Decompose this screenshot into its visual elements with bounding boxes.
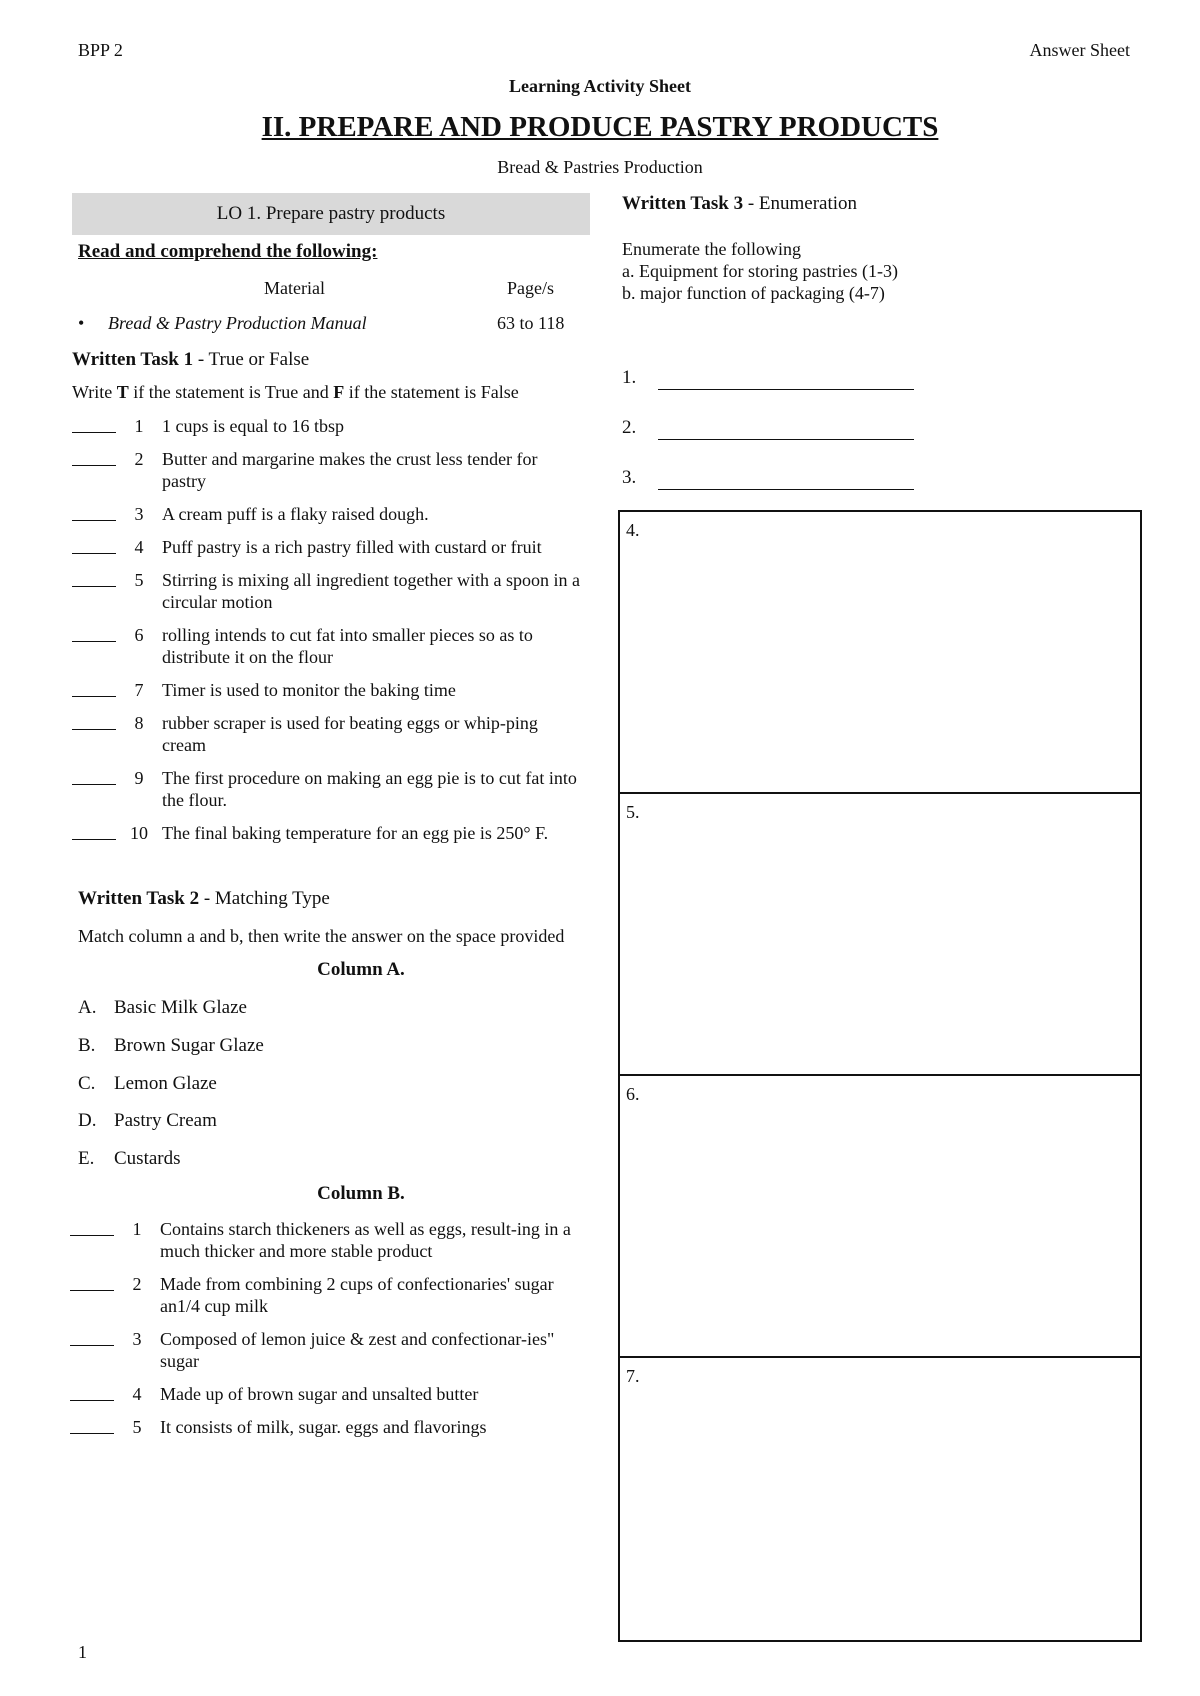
enumeration-answer-boxes	[618, 510, 1142, 1642]
column-a-item	[78, 1035, 590, 1058]
bullet-icon: •	[78, 313, 85, 334]
tf-question	[72, 536, 590, 558]
column-b-title: Column B.	[317, 1182, 405, 1204]
enumeration-answer-line	[622, 364, 1142, 390]
written-task-2-type: - Matching Type	[199, 888, 330, 910]
written-task-3-instruction	[622, 238, 1142, 304]
question-text: The first procedure on making an egg pie is to cut fat into the flour.	[162, 768, 577, 811]
answer-box[interactable]	[620, 1358, 1140, 1640]
materials-col-pages: Page/s	[507, 277, 554, 298]
written-task-1-instruction	[72, 382, 590, 404]
answer-line[interactable]	[658, 470, 914, 490]
left-column	[72, 193, 590, 1449]
matching-question	[70, 1416, 590, 1438]
written-task-3-label: Written Task 3	[622, 193, 744, 214]
learning-outcome-banner: LO 1. Prepare pastry products	[72, 193, 590, 235]
answer-blank[interactable]	[72, 679, 116, 697]
written-task-3-type: - Enumeration	[743, 193, 858, 214]
written-task-2-instruction: Match column a and b, then write the answer on the space provided	[78, 926, 565, 947]
column-a-item	[78, 997, 590, 1020]
answer-blank[interactable]	[70, 1273, 114, 1291]
item-letter: D.	[78, 1110, 97, 1132]
instr-part-a: Write	[72, 381, 117, 402]
header-course-code: BPP 2	[78, 40, 123, 60]
instr-part-c: if the statement is False	[344, 381, 519, 402]
box-number: 6.	[626, 1084, 640, 1104]
matching-question	[70, 1273, 590, 1317]
question-number: 5	[132, 1416, 142, 1437]
instr-part-b: if the statement is True and	[128, 381, 334, 402]
answer-blank[interactable]	[72, 569, 116, 587]
question-text: The final baking temperature for an egg pie is 250° F.	[162, 823, 549, 844]
item-letter: B.	[78, 1034, 96, 1056]
question-text: It consists of milk, sugar. eggs and flavorings	[160, 1416, 487, 1437]
answer-blank[interactable]	[72, 448, 116, 466]
instr-line-3: b. major function of packaging (4-7)	[622, 282, 885, 303]
material-name: Bread & Pastry Production Manual	[108, 313, 367, 334]
column-a-item	[78, 1073, 590, 1096]
question-text: Timer is used to monitor the baking time	[162, 680, 456, 701]
matching-question	[70, 1383, 590, 1405]
question-text: rubber scraper is used for beating eggs or whip-ping cream	[162, 713, 538, 756]
page-subtitle: Bread & Pastries Production	[497, 157, 703, 177]
answer-blank[interactable]	[72, 767, 116, 785]
item-letter: C.	[78, 1072, 96, 1094]
answer-blank[interactable]	[70, 1416, 114, 1434]
written-task-2-label: Written Task 2	[78, 888, 200, 910]
question-number: 6	[134, 625, 144, 646]
column-b-list	[72, 1218, 590, 1438]
column-a-item	[78, 1148, 590, 1171]
tf-question	[72, 822, 590, 844]
answer-blank[interactable]	[72, 624, 116, 642]
read-comprehend-title: Read and comprehend the following:	[78, 241, 378, 262]
question-number: 3	[134, 504, 144, 525]
question-text: rolling intends to cut fat into smaller pieces so as to distribute it on the flour	[162, 625, 533, 668]
answer-line[interactable]	[658, 370, 914, 390]
page-title: II. PREPARE AND PRODUCE PASTRY PRODUCTS	[261, 111, 939, 143]
right-column	[622, 193, 1142, 490]
instr-true-letter: T	[116, 381, 129, 402]
question-number: 4	[134, 537, 144, 558]
matching-question	[70, 1328, 590, 1372]
answer-blank[interactable]	[70, 1218, 114, 1236]
answer-blank[interactable]	[72, 415, 116, 433]
true-false-list	[72, 415, 590, 844]
materials-col-material: Material	[264, 277, 325, 298]
answer-box[interactable]	[620, 794, 1140, 1076]
question-text: Puff pastry is a rich pastry filled with custard or fruit	[162, 537, 542, 558]
instr-line-2: a. Equipment for storing pastries (1-3)	[622, 260, 898, 281]
question-number: 1	[132, 1218, 142, 1239]
written-task-2-title	[78, 888, 590, 911]
box-number: 7.	[626, 1366, 640, 1386]
column-a-item	[78, 1110, 590, 1133]
materials-header	[72, 278, 590, 300]
box-number: 5.	[626, 802, 640, 822]
answer-blank[interactable]	[72, 536, 116, 554]
enumeration-answer-line	[622, 464, 1142, 490]
instr-false-letter: F	[333, 381, 345, 402]
enum-number: 1.	[622, 367, 637, 388]
tf-question	[72, 712, 590, 756]
question-text: Butter and margarine makes the crust less tender for pastry	[162, 449, 538, 492]
answer-line[interactable]	[658, 420, 914, 440]
item-letter: E.	[78, 1148, 95, 1170]
tf-question	[72, 448, 590, 492]
question-text: Composed of lemon juice & zest and confectionar-ies" sugar	[160, 1328, 555, 1371]
question-number: 1	[134, 416, 144, 437]
question-number: 7	[134, 680, 144, 701]
question-text: 1 cups is equal to 16 tbsp	[162, 416, 344, 437]
question-number: 2	[132, 1273, 142, 1294]
written-task-3-title	[622, 193, 1142, 216]
written-task-1-label: Written Task 1	[72, 348, 194, 370]
answer-blank[interactable]	[70, 1383, 114, 1401]
materials-item	[72, 313, 590, 335]
question-text: A cream puff is a flaky raised dough.	[162, 504, 429, 525]
tf-question	[72, 679, 590, 701]
item-text: Basic Milk Glaze	[114, 996, 247, 1018]
enumeration-answer-line	[622, 414, 1142, 440]
question-number: 8	[134, 713, 144, 734]
question-text: Made up of brown sugar and unsalted butter	[160, 1383, 479, 1404]
question-text: Stirring is mixing all ingredient together with a spoon in a circular motion	[162, 570, 580, 613]
matching-question	[70, 1218, 590, 1262]
item-text: Pastry Cream	[114, 1110, 217, 1132]
tf-question	[72, 415, 590, 437]
tf-question	[72, 503, 590, 525]
question-number: 3	[132, 1328, 142, 1349]
material-pages: 63 to 118	[497, 313, 565, 334]
question-number: 4	[132, 1383, 142, 1404]
enum-number: 2.	[622, 417, 637, 438]
answer-blank[interactable]	[72, 503, 116, 521]
answer-blank[interactable]	[72, 822, 116, 840]
item-text: Brown Sugar Glaze	[114, 1034, 264, 1056]
question-number: 10	[130, 823, 148, 844]
instr-line-1: Enumerate the following	[622, 238, 801, 259]
answer-box[interactable]	[620, 1076, 1140, 1358]
item-text: Lemon Glaze	[114, 1072, 217, 1094]
item-text: Custards	[114, 1148, 181, 1170]
written-task-1-title	[72, 349, 590, 372]
tf-question	[72, 624, 590, 668]
question-text: Contains starch thickeners as well as eggs, result-ing in a much thicker and more stable product	[160, 1218, 571, 1261]
page-number: 1	[78, 1642, 87, 1662]
question-text: Made from combining 2 cups of confectionaries' sugar an1/4 cup milk	[160, 1273, 554, 1316]
item-letter: A.	[78, 996, 97, 1018]
sheet-label: Learning Activity Sheet	[509, 76, 691, 96]
header-answer-sheet: Answer Sheet	[1029, 40, 1130, 60]
answer-blank[interactable]	[72, 712, 116, 730]
answer-box[interactable]	[620, 512, 1140, 794]
question-number: 5	[134, 570, 144, 591]
answer-blank[interactable]	[70, 1328, 114, 1346]
column-a-title: Column A.	[317, 959, 405, 981]
written-task-1-type: - True or False	[193, 348, 310, 370]
box-number: 4.	[626, 520, 640, 540]
enum-number: 3.	[622, 467, 637, 488]
tf-question	[72, 569, 590, 613]
tf-question	[72, 767, 590, 811]
question-number: 2	[134, 449, 144, 470]
question-number: 9	[134, 768, 144, 789]
